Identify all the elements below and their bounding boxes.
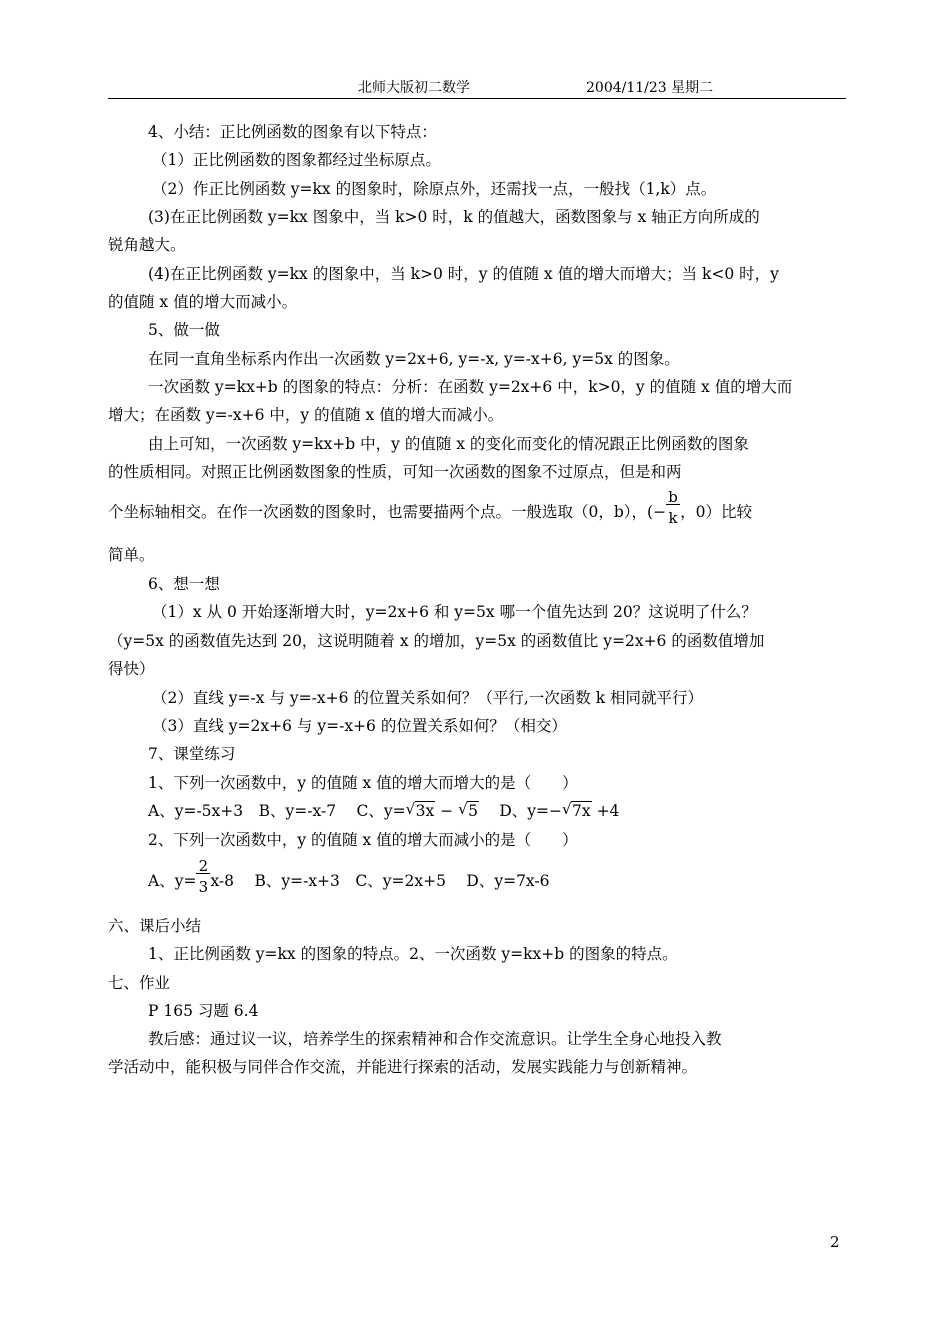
radicand: 5 — [468, 802, 478, 820]
exercise-question: 2、下列一次函数中，y 的值随 x 值的增大而减小的是（ ） — [148, 831, 578, 849]
exercise-options — [148, 857, 550, 896]
paragraph-line: P 165 习题 6.4 — [148, 1002, 259, 1020]
fraction-numerator: 2 — [198, 857, 209, 875]
paragraph-line: 的值随 x 值的增大而减小。 — [108, 293, 298, 311]
paragraph-line: (4)在正比例函数 y=kx 的图象中，当 k>0 时，y 的值随 x 值的增大而增大；当 k<0 时，y — [148, 265, 779, 283]
text-segment: A、y= — [148, 872, 197, 890]
text-segment: +4 — [591, 802, 620, 820]
text-segment: − — [435, 802, 459, 820]
paragraph-line: 锐角越大。 — [108, 236, 186, 254]
paragraph-line: 由上可知，一次函数 y=kx+b 中，y 的值随 x 的变化而变化的情况跟正比例函数的图象 — [148, 435, 749, 453]
fraction-denominator: k — [668, 509, 678, 527]
square-root — [406, 801, 436, 821]
exercise-question: 1、下列一次函数中，y 的值随 x 值的增大而增大的是（ ） — [148, 774, 578, 792]
header-rule — [108, 98, 846, 99]
header-date: 2004/11/23 星期二 — [586, 80, 714, 96]
fraction-bar — [666, 504, 680, 505]
paragraph-line: 得快） — [108, 660, 155, 678]
reflection-line: 学活动中，能积极与同伴合作交流，并能进行探索的活动，发展实践能力与创新精神。 — [108, 1058, 698, 1076]
fraction — [196, 857, 210, 896]
text-segment: D、y=− — [478, 802, 563, 820]
paragraph-line: 增大；在函数 y=-x+6 中，y 的值随 x 值的增大而减小。 — [108, 406, 504, 424]
paragraph-line: 一次函数 y=kx+b 的图象的特点：分析：在函数 y=2x+6 中，k>0，y 的值随 x 值的增大而 — [148, 378, 793, 396]
fraction-numerator: b — [668, 488, 678, 506]
paragraph-line: 在同一直角坐标系内作出一次函数 y=2x+6, y=-x, y=-x+6, y=5x 的图象。 — [148, 350, 680, 368]
radicand: 7x — [572, 802, 591, 820]
section-heading: 7、课堂练习 — [148, 745, 236, 763]
paragraph-line: （2）直线 y=-x 与 y=-x+6 的位置关系如何？（平行,一次函数 k 相同就平行） — [152, 689, 704, 707]
section-heading: 5、做一做 — [148, 321, 220, 339]
section-heading: 六、课后小结 — [108, 917, 202, 935]
text-segment: x-8 B、y=-x+3 C、y=2x+5 D、y=7x-6 — [210, 872, 550, 890]
header-title: 北师大版初二数学 — [358, 80, 470, 96]
paragraph-line: （2）作正比例函数 y=kx 的图象时，除原点外，还需找一点，一般找（1,k）点。 — [152, 180, 717, 198]
summary-heading: 4、小结：正比例函数的图象有以下特点： — [148, 123, 437, 141]
paragraph-line: 1、正比例函数 y=kx 的图象的特点。2、一次函数 y=kx+b 的图象的特点。 — [148, 945, 678, 963]
paragraph-line: （3）直线 y=2x+6 与 y=-x+6 的位置关系如何？（相交） — [152, 717, 567, 735]
reflection-line: 教后感：通过议一议，培养学生的探索精神和合作交流意识。让学生全身心地投入教 — [148, 1030, 722, 1048]
fraction — [666, 488, 680, 527]
exercise-options — [148, 801, 619, 821]
page-number: 2 — [830, 1233, 840, 1251]
paragraph-line: （y=5x 的函数值先达到 20，这说明随着 x 的增加，y=5x 的函数值比 y=2x+6 的函数值增加 — [108, 632, 765, 650]
fraction-bar — [196, 873, 210, 874]
paragraph-line: (3)在正比例函数 y=kx 图象中，当 k>0 时，k 的值越大，函数图象与 x 轴正方向所成的 — [148, 208, 760, 226]
square-root — [562, 801, 592, 821]
paragraph-line: （1）正比例函数的图象都经过坐标原点。 — [152, 151, 441, 169]
page-header — [108, 77, 846, 97]
section-heading: 6、想一想 — [148, 575, 220, 593]
text-segment: ，0）比较 — [680, 503, 752, 521]
square-root — [458, 801, 479, 821]
section-heading: 七、作业 — [108, 974, 171, 992]
paragraph-line: （1）x 从 0 开始逐渐增大时，y=2x+6 和 y=5x 哪一个值先达到 20？这说明了什么？ — [152, 603, 757, 621]
radicand: 3x — [415, 802, 435, 820]
paragraph-line: 简单。 — [108, 546, 155, 564]
text-segment: 个坐标轴相交。在作一次函数的图象时，也需要描两个点。一般选取（0，b），(− — [108, 503, 667, 521]
fraction-denominator: 3 — [198, 878, 209, 896]
text-segment: A、y=-5x+3 B、y=-x-7 C、y= — [148, 802, 406, 820]
paragraph-line: 的性质相同。对照正比例函数图象的性质，可知一次函数的图象不过原点，但是和两 — [108, 463, 682, 481]
paragraph-line-with-fraction — [108, 488, 752, 527]
